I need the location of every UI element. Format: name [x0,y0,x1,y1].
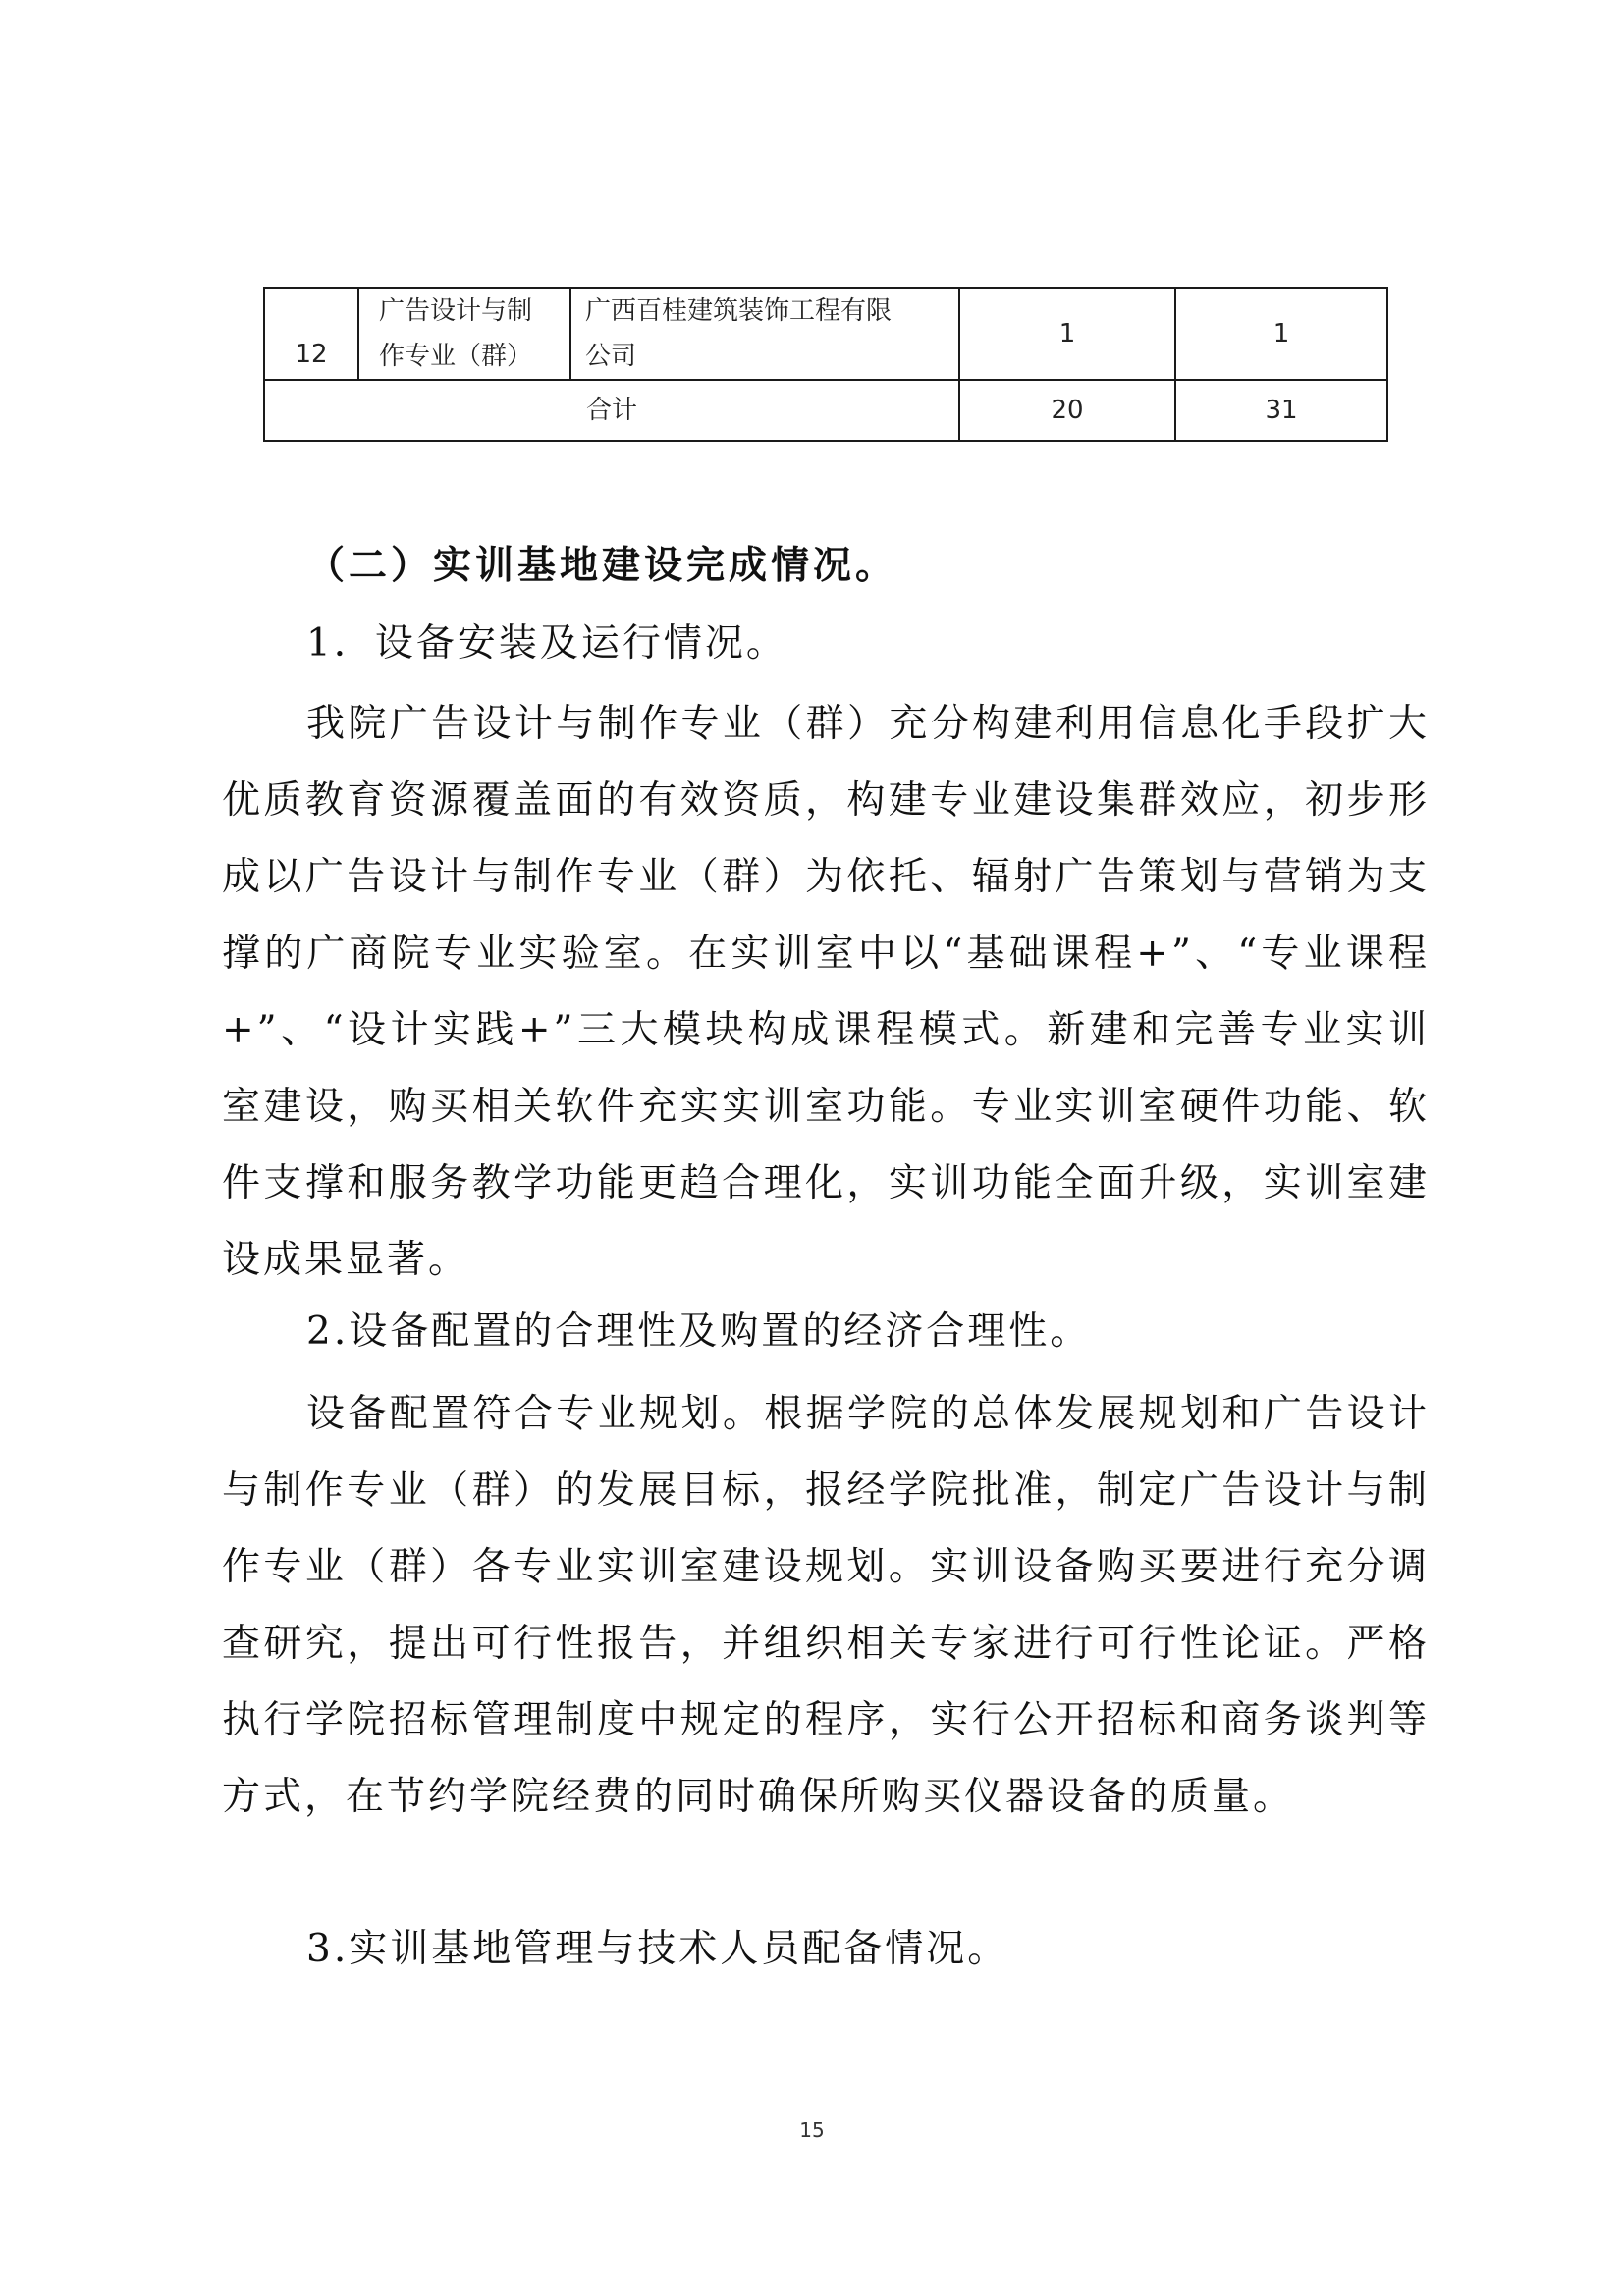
total-count-b: 31 [1175,380,1387,441]
table-row [264,288,1387,380]
major-cell [358,288,570,380]
table-total-row [264,380,1387,441]
company-cell [570,288,959,380]
row-number: 12 [264,288,358,380]
item-1-heading: 1．设备安装及运行情况。 [306,621,787,666]
count-a-cell: 1 [959,288,1175,380]
item-2-heading: 2.设备配置的合理性及购置的经济合理性。 [306,1309,1092,1354]
page-number: 15 [799,2118,825,2142]
cooperation-table [263,287,1388,442]
major-line-2: 作专业（群） [379,342,533,371]
item-2-body: 设备配置符合专业规划。根据学院的总体发展规划和广告设计与制作专业（群）的发展目标，报经学院批准，制定广告设计与制作专业（群）各专业实训室建设规划。实训设备购买要进行充分调查研究，提出可行性报告，并组织相关专家进行可行性论证。严格执行学院招标管理制度中规定的程序，实行公开招标和商务谈判等方式，在节约学院经费的同时确保所购买仪器设备的质量。 [222,1392,1430,1819]
count-b-cell: 1 [1175,288,1387,380]
major-line-1: 广告设计与制 [379,296,533,326]
item-1-body: 我院广告设计与制作专业（群）充分构建利用信息化手段扩大优质教育资源覆盖面的有效资质，构建专业建设集群效应，初步形成以广告设计与制作专业（群）为依托、辐射广告策划与营销为支撑的广商院专业实验室。在实训室中以“基础课程+”、“专业课程+”、“设计实践+”三大模块构成课程模式。新建和完善专业实训室建设，购买相关软件充实实训室功能。专业实训室硬件功能、软件支撑和服务教学功能更趋合理化，实训功能全面升级，实训室建设成果显著。 [222,702,1430,1282]
company-line-1: 广西百桂建筑装饰工程有限 [585,296,893,326]
total-label: 合计 [264,380,959,441]
company-line-2: 公司 [585,342,637,371]
total-count-a: 20 [959,380,1175,441]
section-title: （二）实训基地建设完成情况。 [306,544,898,588]
item-3-heading: 3.实训基地管理与技术人员配备情况。 [306,1927,1009,1971]
